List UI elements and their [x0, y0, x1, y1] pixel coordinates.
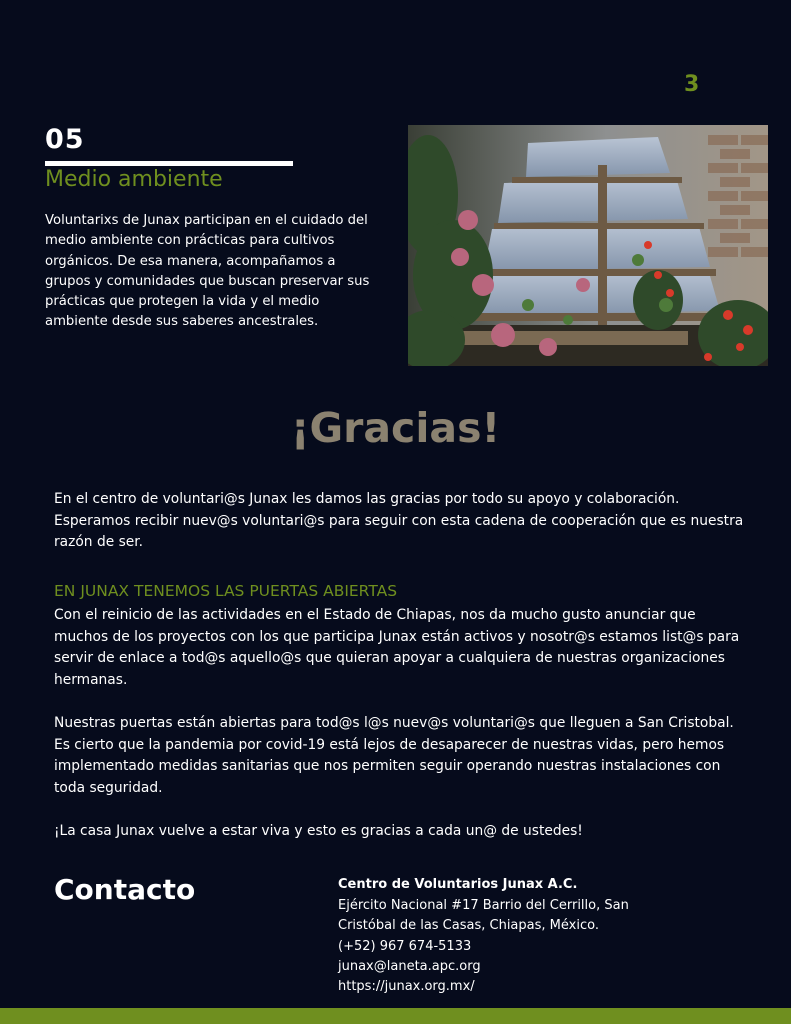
contact-address-line: Ejército Nacional #17 Barrio del Cerrillo, San	[338, 898, 629, 914]
page-number: 3	[684, 72, 700, 97]
contact-info	[338, 875, 658, 997]
contact-address-line: Cristóbal de las Casas, Chiapas, México.	[338, 918, 599, 934]
thanks-heading: ¡Gracias!	[290, 404, 501, 452]
open-doors-heading: EN JUNAX TENEMOS LAS PUERTAS ABIERTAS	[54, 582, 398, 600]
section-number: 05	[45, 124, 85, 155]
open-doors-body	[54, 605, 754, 864]
open-doors-paragraph: ¡La casa Junax vuelve a estar viva y esto es gracias a cada un@ de ustedes!	[54, 822, 583, 839]
contact-phone: (+52) 967 674-5133	[338, 938, 472, 954]
contact-organization: Centro de Voluntarios Junax A.C.	[338, 877, 578, 892]
contact-website-link[interactable]: https://junax.org.mx/	[338, 979, 475, 995]
contact-heading: Contacto	[54, 873, 196, 906]
thanks-body: En el centro de voluntari@s Junax les damos las gracias por todo su apoyo y colaboración. Esperamos recibir nuev@s voluntari@s para seguir con esta cadena de cooperación que es nuestra razón de ser.	[54, 491, 744, 550]
section-title: Medio ambiente	[45, 167, 223, 192]
footer-bar	[0, 1008, 791, 1024]
garden-terrace-photo	[408, 125, 768, 366]
section-divider	[45, 161, 293, 166]
contact-email[interactable]: junax@laneta.apc.org	[338, 958, 481, 974]
open-doors-paragraph: Nuestras puertas están abiertas para tod@s l@s nuev@s voluntari@s que lleguen a San Cristobal. Es cierto que la pandemia por covid-19 está lejos de desaparecer de nuestras vidas, pero hemos implementado medidas sanitarias que nos permiten seguir operando nuestras instalaciones con toda seguridad.	[54, 714, 734, 796]
open-doors-paragraph: Con el reinicio de las actividades en el Estado de Chiapas, nos da mucho gusto anunciar que muchos de los proyectos con los que participa Junax están activos y nosotr@s estamos list@s para servir de enlace a tod@s aquello@s que quieran apoyar a cualquiera de nuestras organizaciones hermanas.	[54, 607, 740, 688]
section-body: Voluntarixs de Junax participan en el cuidado del medio ambiente con prácticas para cultivos orgánicos. De esa manera, acompañamos a grupos y comunidades que buscan preservar sus prácticas que protegen la vida y el medio ambiente desde sus saberes ancestrales.	[45, 213, 370, 330]
